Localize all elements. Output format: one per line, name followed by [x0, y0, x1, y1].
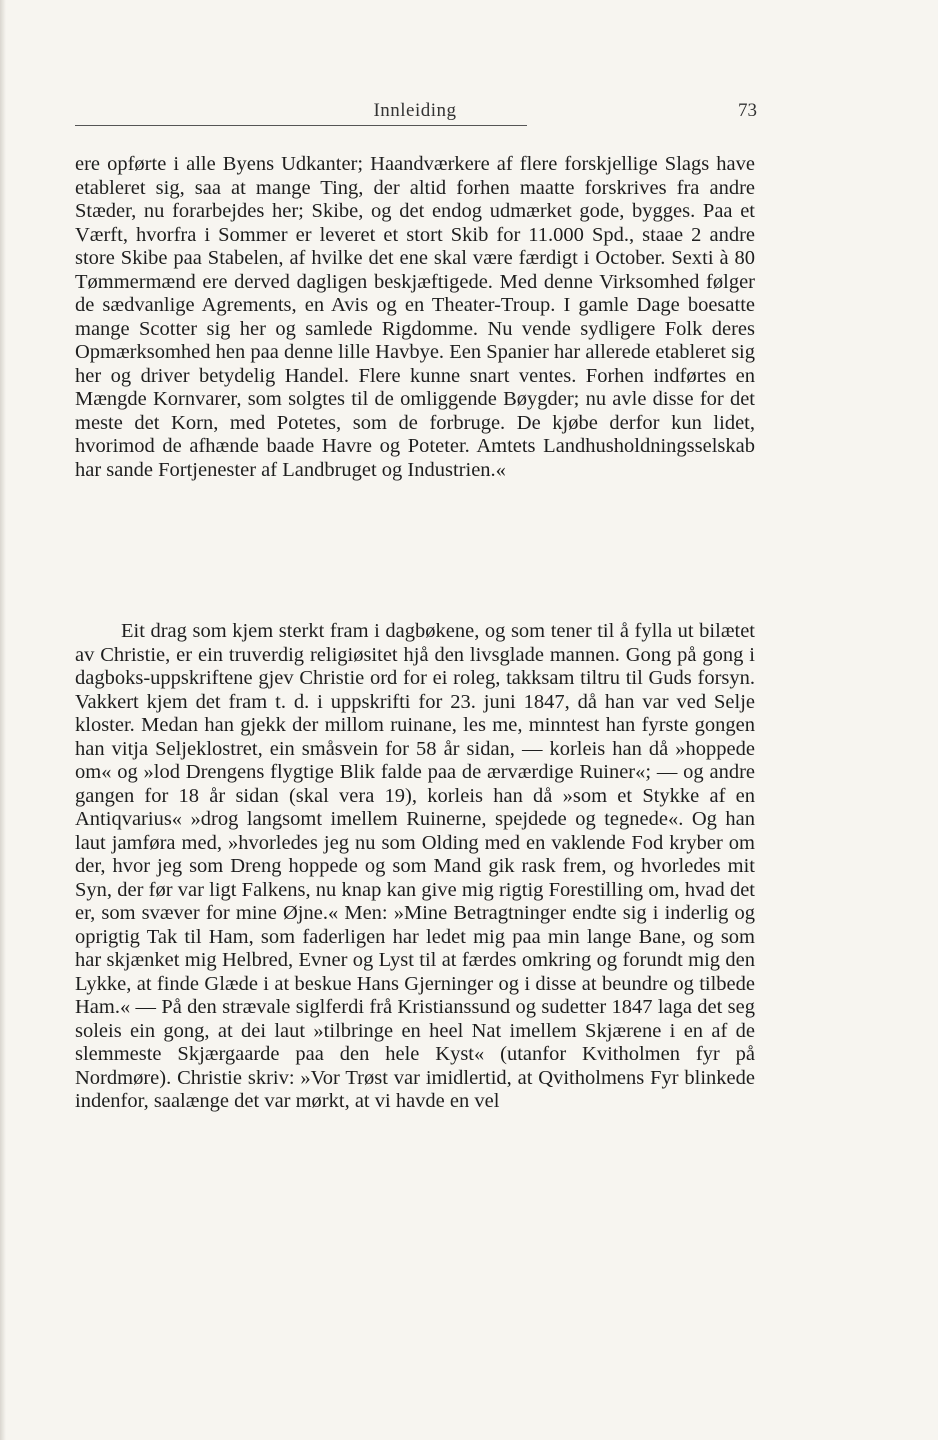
running-head [75, 96, 755, 128]
header-rule [75, 125, 527, 126]
paragraph-2 [75, 620, 755, 1114]
page-edge [0, 0, 6, 1440]
page-number: 73 [738, 100, 757, 121]
paragraph-text: ere opførte i alle Byens Udkanter; Haandværkere af flere forskjellige Slags have etableret sig, saa at mange Ting, der altid forhen maatte forskrives fra andre Stæder, nu forarbejdes her; Skibe, og det endog udmærket gode, bygges. Paa et Værft, hvorfra i Sommer er leveret et stort Skib for 11.000 Spd., staae 2 andre store Skibe paa Stabelen, af hvilke det ene skal være færdigt i October. Sexti à 80 Tømmermænd ere derved dagligen beskjæftigede. Med denne Virksomhed følger de sædvanlige Agrements, en Avis og en Theater-Troup. I gamle Dage boesatte mange Scotter sig her og samlede Rigdomme. Nu vende sydligere Folk deres Opmærksomhed hen paa denne lille Havbye. Een Spanier har allerede etableret sig her og driver betydelig Handel. Flere kunne snart ventes. Forhen indførtes en Mængde Kornvarer, som solgtes til de omliggende Bøygder; nu avle disse for det meste det Korn, med Potetes, som de forbruge. De kjøbe derfor kun lidet, hvorimod de afhænde baade Havre og Poteter. Amtets Landhusholdningsselskab har sande Fortjenester af Landbruget og Industrien.« [75, 153, 755, 481]
paragraph-text: Eit drag som kjem sterkt fram i dagbøkene, og som tener til å fylla ut bilætet av Christie, er ein truverdig religiøsitet hjå den livsglade mannen. Gong på gong i dagboks-uppskriftene gjev Christie ord for ei roleg, takksam tiltru til Guds forsyn. Vakkert kjem det fram t. d. i uppskrifti for 23. juni 1847, då han var ved Selje kloster. Medan han gjekk der millom ruinane, les me, minntest han fyrste gongen han vitja Seljeklostret, ein småsvein for 58 år sidan, — korleis han då »hoppede om« og »lod Drengens flygtige Blik falde paa de ærværdige Ruiner«; — og andre gangen for 18 år sidan (skal vera 19), korleis han då »som et Stykke af en Antiqvarius« »drog langsomt imellem Ruinerne, spejdede og tegnede«. Og han laut jamføra med, »hvorledes jeg nu som Olding med en vaklende Fod kryber om der, hvor jeg som Dreng hoppede og som Mand gik rask frem, og hvorledes mit Syn, der før var ligt Falkens, nu knap kan give mig rigtig Forestilling om, hvad det er, som svæver for mine Øjne.« Men: »Mine Betragtninger endte sig i inderlig og oprigtig Tak til Ham, som faderligen har ledet mig paa min lange Bane, og som har skjænket mig Helbred, Evner og Lyst til at færdes omkring og forundt mig den Lykke, at finde Glæde i at beskue Hans Gjerninger og i disse at beundre og tilbede Ham.« — På den strævale siglferdi frå Kristianssund og sudetter 1847 laga det seg soleis ein gong, at dei laut »tilbringe en heel Nat imellem Skjærene i en af de slemmeste Skjærgaarde paa den hele Kyst« (utanfor Kvitholmen fyr på Nordmøre). Christie skriv: »Vor Trøst var imidlertid, at Qvitholmens Fyr blinkede indenfor, saalænge det var mørkt, at vi havde en vel [75, 620, 755, 1112]
paragraph-1 [75, 153, 755, 482]
running-head-title: Innleiding [373, 100, 457, 121]
